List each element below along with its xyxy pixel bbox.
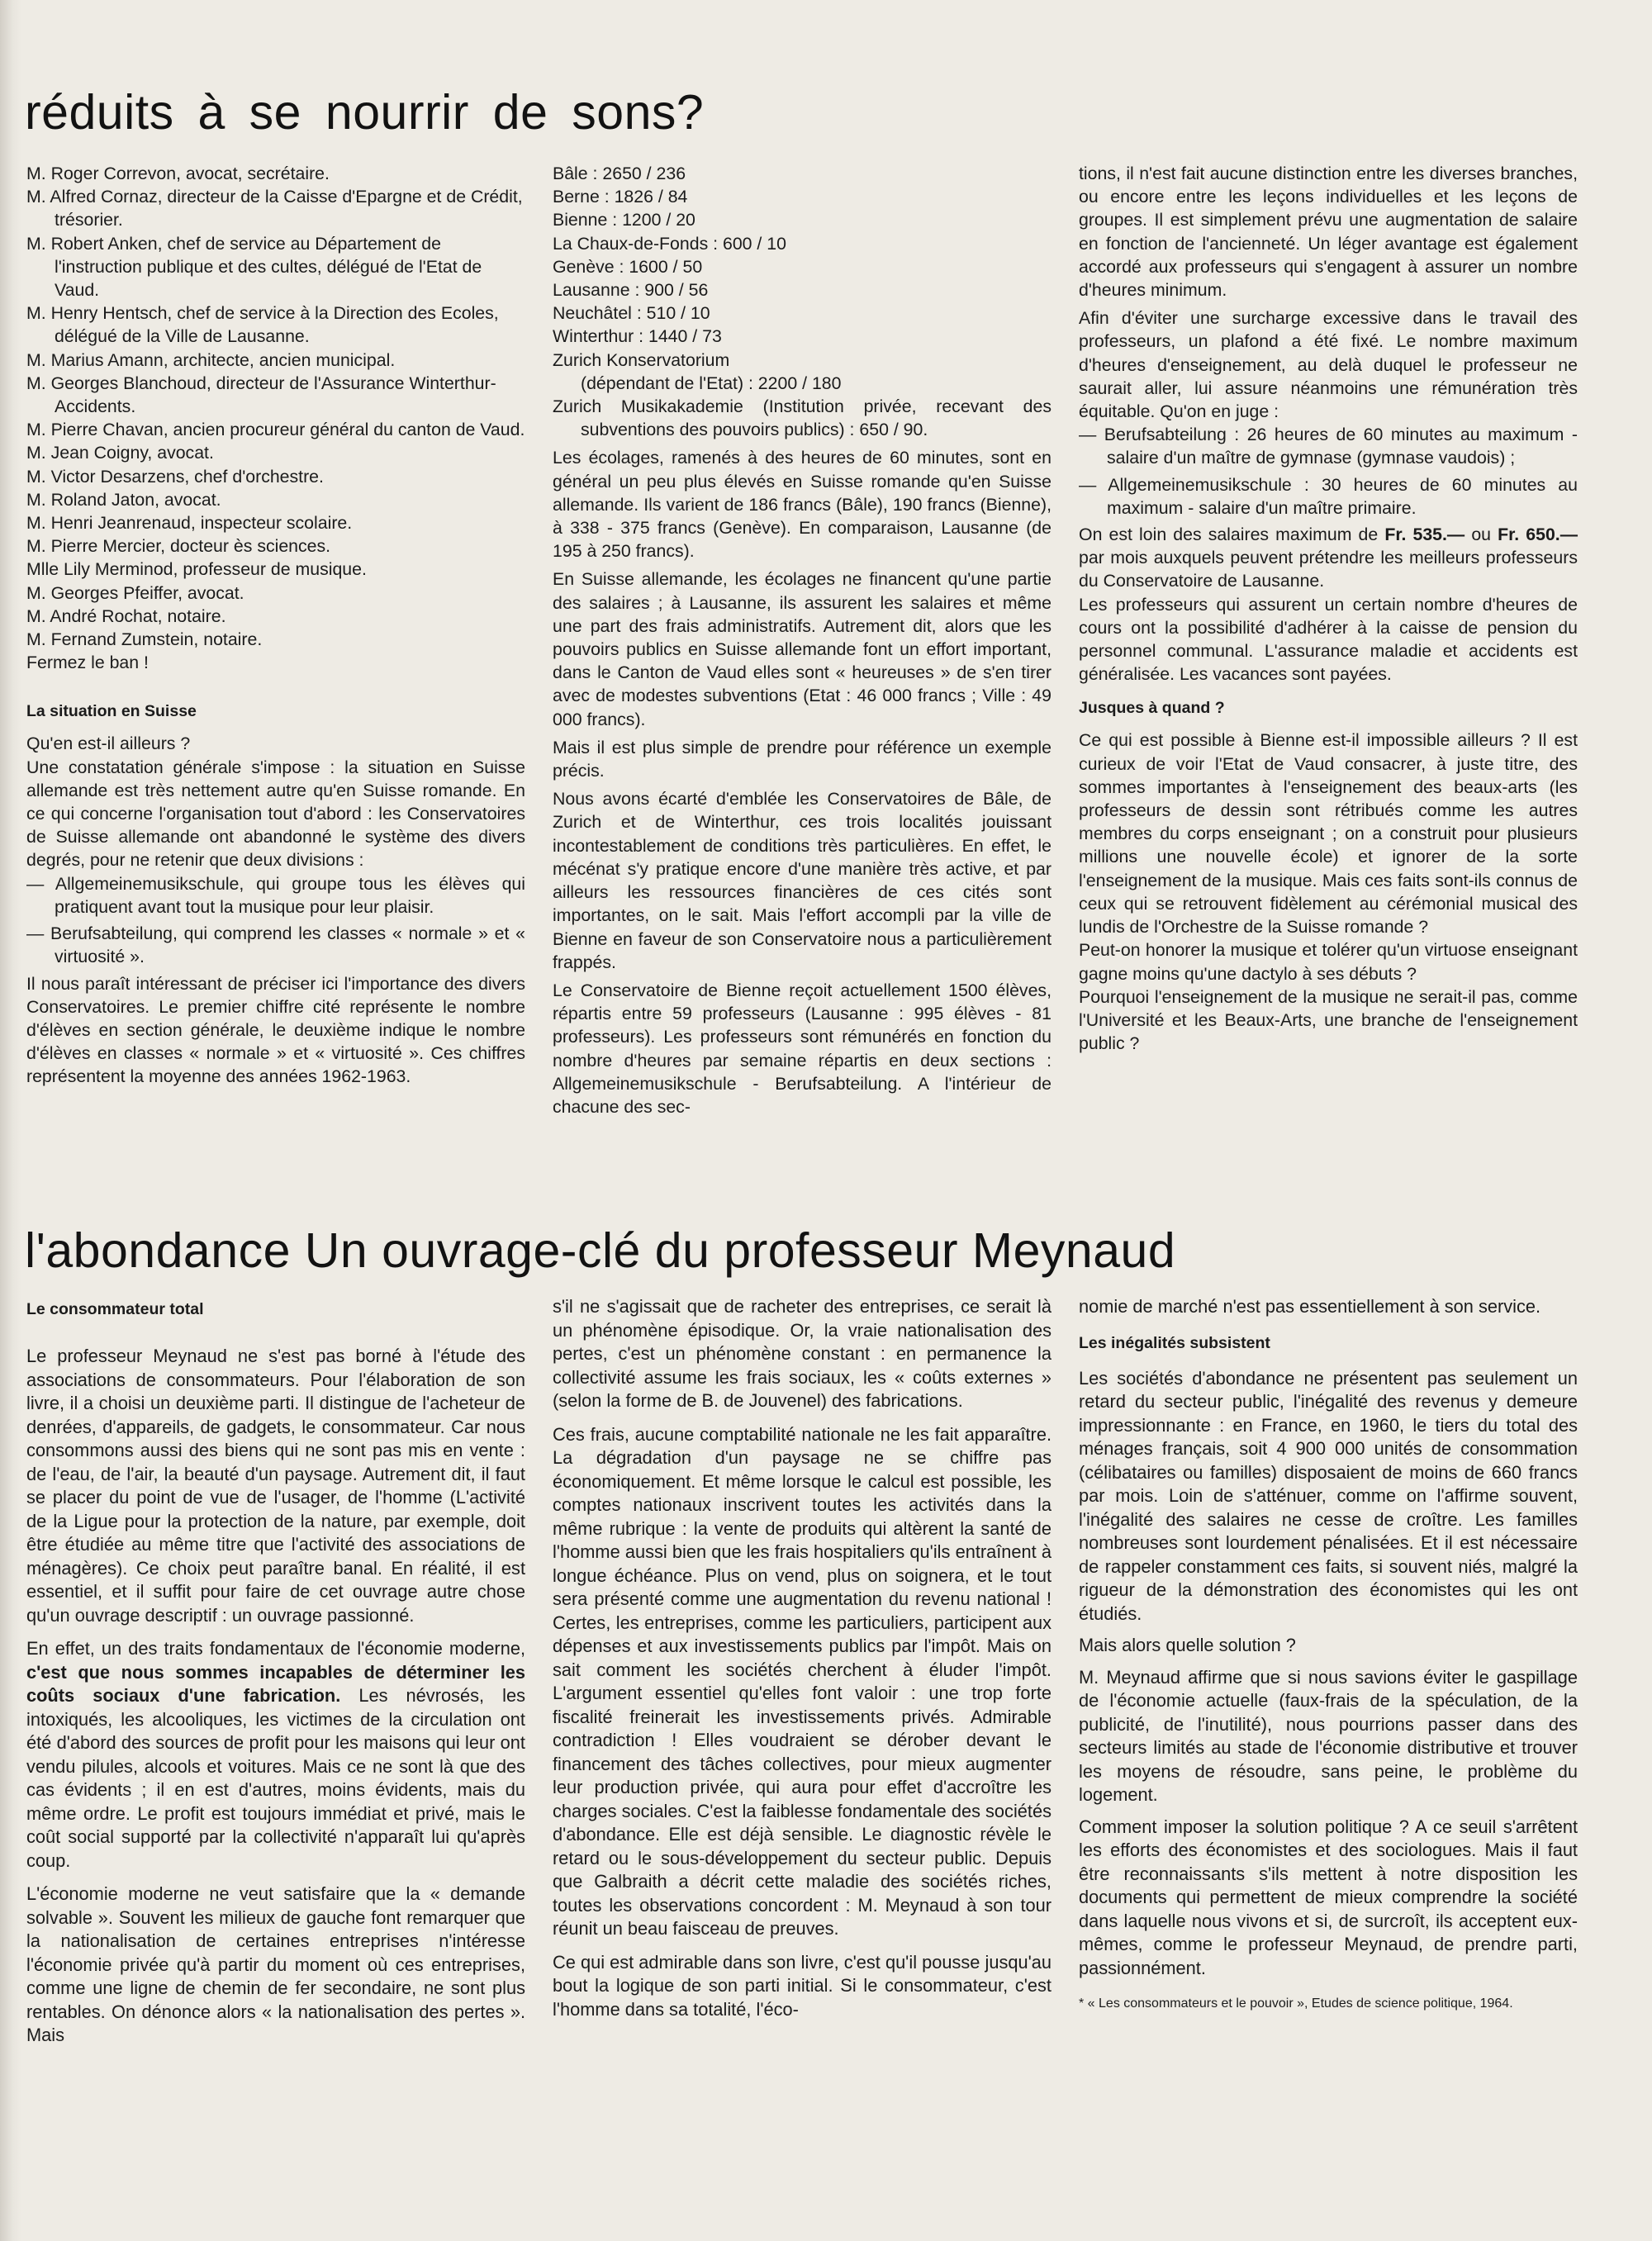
member-line: M. Victor Desarzens, chef d'orchestre. [26, 466, 324, 487]
paragraph: Les écolages, ramenés à des heures de 60 minutes, sont en général un peu plus élevés en Suisse romande qu'en Suisse allemande. Ils varient de 186 francs (Bâle), 190 francs (Bienne), à 338 - 375 francs (Genève). En comparaison, Lausanne (de 195 à 250 francs). [553, 448, 1051, 562]
member-line: M. Henry Hentsch, chef de service à la Direction des Ecoles, délégué de la Ville de Lausanne. [26, 303, 499, 347]
bottom-column-1 [26, 1295, 525, 2053]
stat-line: Zurich Konservatorium [553, 349, 730, 370]
paragraph: Ces frais, aucune comptabilité nationale ne les fait apparaître. La dégradation d'un paysage ne se chiffre pas économiquement. Et même lorsque le calcul est possible, les comptes nationaux inscrivent toutes les activités dans la même rubrique : la vente de produits qui altèrent la santé de l'homme aussi bien que les frais hospitaliers qu'ils entraînent à longue échéance. Plus on vend, plus on soignera, et le tout sera présenté comme une augmentation du revenu national ! Certes, les entreprises, comme les particuliers, participent aux dépenses et aux investissements publics par l'impôt. Mais on sait comment les sociétés cherchent à éluder l'impôt. L'argument essentiel qu'elles font valoir : une trop forte fiscalité freinerait les investissements privés. Admirable contradiction ! Elles voudraient se dérober devant le financement des tâches collectives, pour mieux augmenter leur production privée, qui aura pour effet d'accroître les charges sociales. C'est la faiblesse fondamentale des sociétés d'abondance. Elle est déjà sensible. Le diagnostic révèle le retard ou le sous-développement du secteur public. Depuis que Galbraith a décrit cette maladie des sociétés riches, toutes les observations concordent : M. Meynaud à son tour réunit un beau faisceau de preuves. [553, 1423, 1051, 1939]
member-line: Mlle Lily Merminod, professeur de musique. [26, 559, 367, 580]
member-line: M. Pierre Mercier, docteur ès sciences. [26, 536, 331, 557]
top-column-3 [1079, 162, 1578, 1060]
paragraph: s'il ne s'agissait que de racheter des entreprises, ce serait là un phénomène épisodique. Or, la vraie nationalisation des pertes, c'est un phénomène constant : en permanence la collectivité assume les frais sociaux, les « coûts externes » (selon la forme de B. de Jouvenel) des fabrications. [553, 1296, 1051, 1411]
stat-line: Winterthur : 1440 / 73 [553, 326, 722, 347]
stat-line: (dépendant de l'Etat) : 2200 / 180 [581, 373, 842, 393]
bottom-article-headline: l'abondance Un ouvrage-clé du professeur Meynaud [25, 1223, 1176, 1278]
list-item: — Berufsabteilung : 26 heures de 60 minutes au maximum - salaire d'un maître de gymnase (gymnase vaudois) ; [1079, 425, 1578, 468]
paragraph: Comment imposer la solution politique ? A ce seuil s'arrêtent les efforts des économistes et des sociologues. Mais il faut être reconnaissants s'ils mettent à notre disposition les documents qui permettent de mieux comprendre la société dans laquelle nous vivons et si, de surcroît, ils acceptent eux-mêmes, comme le professeur Meynaud, de prendre parti, passionnément. [1079, 1816, 1578, 1978]
paragraph: nomie de marché n'est pas essentiellement à son service. [1079, 1296, 1541, 1317]
paragraph: Il nous paraît intéressant de préciser ici l'importance des divers Conservatoires. Le premier chiffre cité représente le nombre d'élèves en section générale, le deuxième indique le nombre d'élèves en classes « normale » et « virtuosité ». Ces chiffres représentent la moyenne des années 1962-1963. [26, 973, 525, 1087]
bottom-column-3 [1079, 1295, 1578, 2017]
section-heading: La situation en Suisse [26, 702, 197, 721]
section-heading: Le consommateur total [26, 1300, 204, 1318]
stat-line: Lausanne : 900 / 56 [553, 280, 709, 301]
member-line: M. Pierre Chavan, ancien procureur général du canton de Vaud. [26, 420, 525, 440]
paragraph: tions, il n'est fait aucune distinction entre les diverses branches, ou encore entre les leçons individuelles et les leçons de groupes. Il est simplement prévu une augmentation de salaire en fonction de l'ancienneté. Un léger avantage est également accordé aux professeurs qui s'engagent à assurer un nombre d'heures minimum. [1079, 164, 1578, 301]
section-heading: Les inégalités subsistent [1079, 1333, 1270, 1352]
paragraph: Ce qui est admirable dans son livre, c'est qu'il pousse jusqu'au bout la logique de son parti initial. Si le consommateur, c'est l'homme dans sa totalité, l'éco- [553, 1951, 1051, 2020]
paragraph: Qu'en est-il ailleurs ? [26, 734, 191, 754]
top-article-headline: réduits à se nourrir de sons? [25, 85, 705, 140]
stat-line: Genève : 1600 / 50 [553, 256, 703, 277]
paragraph: Pourquoi l'enseignement de la musique ne serait-il pas, comme l'Université et les Beaux-Arts, une branche de l'enseignement public ? [1079, 986, 1578, 1054]
paragraph: Peut-on honorer la musique et tolérer qu'un virtuose enseignant gagne moins qu'une dactylo à ses débuts ? [1079, 940, 1578, 984]
paragraph: Mais alors quelle solution ? [1079, 1635, 1296, 1655]
paragraph: Ce qui est possible à Bienne est-il impossible ailleurs ? Il est curieux de voir l'Etat de Vaud consacrer, à juste titre, des sommes importantes à l'enseignement des beaux-arts (les professeurs de dessin sont rétribués comme les autres membres du corps enseignant ; on a construit pour plusieurs millions une nouvelle école) et ignorer de la sorte l'enseignement de la musique. Mais ces faits sont-ils connus de ceux qui se retrouvent fidèlement au cérémonial musical des lundis de l'Orchestre de la Suisse romande ? [1079, 730, 1578, 938]
member-line: M. Fernand Zumstein, notaire. [26, 629, 263, 650]
paragraph: Les sociétés d'abondance ne présentent pas seulement un retard du secteur public, l'inégalité des revenus y demeure impressionnante : en France, en 1960, le tiers du total des ménages français, soit 4 900 000 unités de consommation (célibataires ou familles) disposaient de moins de 660 francs par mois. Loin de s'atténuer, comme on l'affirme souvent, l'inégalité des salaires ne cesse de croître. Les familles nombreuses sont lourdement pénalisées. Et il est nécessaire de rappeler constamment ces faits, si souvent niés, malgré la rigueur de la démonstration des économistes qui les ont étudiés. [1079, 1367, 1578, 1624]
paragraph: Le Conservatoire de Bienne reçoit actuellement 1500 élèves, répartis entre 59 professeurs (Lausanne : 995 élèves - 81 professeurs). Les professeurs sont rémunérés en fonction du nombre d'heures par semaine répartis en deux sections : Allgemeinemusikschule - Berufsabteilung. A l'intérieur de chacune des sec- [553, 980, 1051, 1117]
member-line: M. Robert Anken, chef de service au Département de l'instruction publique et des cultes, délégué de l'Etat de Vaud. [26, 233, 482, 301]
member-line: M. Henri Jeanrenaud, inspecteur scolaire. [26, 513, 353, 534]
member-line: M. Georges Pfeiffer, avocat. [26, 582, 244, 603]
member-line: M. Jean Coigny, avocat. [26, 443, 214, 463]
paragraph: On est loin des salaires maximum de Fr. 535.— ou Fr. 650.— par mois auxquels peuvent prétendre les meilleurs professeurs du Conservatoire de Lausanne. [1079, 525, 1578, 591]
paragraph: Afin d'éviter une surcharge excessive dans le travail des professeurs, un plafond a été fixé. Le nombre maximum d'heures d'enseignement, au delà duquel le professeur ne saurait aller, lui assure néanmoins une rémunération très équitable. Qu'on en juge : [1079, 308, 1578, 422]
page-spine-shadow [0, 0, 21, 2241]
member-line: M. Alfred Cornaz, directeur de la Caisse d'Epargne et de Crédit, trésorier. [26, 187, 523, 230]
paragraph: En Suisse allemande, les écolages ne financent qu'une partie des salaires ; à Lausanne, ils assurent les salaires et même une part des frais administratifs. Autrement dit, alors que les pouvoirs publics en Suisse allemande font un effort important, dans le Canton de Vaud elles sont « heureuses » de s'en tirer avec de modestes subventions (Etat : 46 000 francs ; Ville : 49 000 francs). [553, 569, 1051, 729]
member-line: M. Roger Correvon, avocat, secrétaire. [26, 164, 330, 183]
stat-line: La Chaux-de-Fonds : 600 / 10 [553, 233, 786, 254]
footnote: * « Les consommateurs et le pouvoir », Etudes de science politique, 1964. [1079, 1996, 1513, 2011]
paragraph: Les professeurs qui assurent un certain nombre d'heures de cours ont la possibilité d'adhérer à la caisse de pension du personnel communal. L'assurance maladie et accidents est généralisée. Les vacances sont payées. [1079, 594, 1578, 685]
stat-line: Berne : 1826 / 84 [553, 187, 688, 207]
top-column-1 [26, 162, 525, 1094]
top-column-2 [553, 162, 1051, 1123]
stat-line: Neuchâtel : 510 / 10 [553, 303, 710, 324]
paragraph: Le professeur Meynaud ne s'est pas borné à l'étude des associations de consommateurs. Pour l'élaboration de son livre, il a choisi un deuxième parti. Il distingue de l'acheteur de denrées, d'appareils, de gadgets, le consommateur. Car nous consommons aussi des biens qui ne sont pas mis en vente : de l'eau, de l'air, la beauté d'un paysage. Autrement dit, il faut se placer du point de vue de l'usager, de l'homme (L'activité de la Ligue pour la protection de la nature, par exemple, doit être étudiée au même titre que l'activité des associations de ménagères). Ce choix peut paraître banal. En réalité, il est essentiel, et il suffit pour faire de cet ouvrage autre chose qu'un ouvrage descriptif : un ouvrage passionné. [26, 1346, 525, 1626]
paragraph: L'économie moderne ne veut satisfaire que la « demande solvable ». Souvent les milieux de gauche font remarquer que la nationalisation de certaines entreprises n'intéresse l'économie privée qu'à partir du moment où ces entreprises, comme une ligne de chemin de fer secondaire, ne sont plus rentables. On dénonce alors « la nationalisation des pertes ». Mais [26, 1883, 525, 2045]
paragraph: M. Meynaud affirme que si nous savions éviter le gaspillage de l'économie actuelle (faux-frais de la spéculation, de la publicité, de l'inutilité), nous pourrions passer dans des secteurs limités au stade de l'économie distributive et trouver les moyens de résoudre, sans peine, le problème du logement. [1079, 1666, 1578, 1805]
list-item: — Allgemeinemusikschule : 30 heures de 60 minutes au maximum - salaire d'un maître primaire. [1079, 474, 1578, 518]
paragraph: Mais il est plus simple de prendre pour référence un exemple précis. [553, 737, 1051, 781]
member-line: M. André Rochat, notaire. [26, 605, 226, 626]
paragraph: Nous avons écarté d'emblée les Conservatoires de Bâle, de Zurich et de Winterthur, ces trois localités jouissant incontestablement de conditions très particulières. En effet, le mécénat s'y pratique encore d'une manière très active, et par ailleurs les ressources financières de ces cités sont importantes, on le sait. Mais l'effort accompli par la ville de Bienne en faveur de son Conservatoire nous a particulièrement frappés. [553, 789, 1051, 972]
bottom-column-2 [553, 1295, 1051, 2026]
paragraph: Une constatation générale s'impose : la situation en Suisse allemande est très nettement autre qu'en Suisse romande. En ce qui concerne l'organisation tout d'abord : les Conservatoires de Suisse allemande ont abandonné le système des divers degrés, pour ne retenir que deux divisions : [26, 757, 525, 871]
stat-line: Bienne : 1200 / 20 [553, 210, 695, 230]
member-line: M. Georges Blanchoud, directeur de l'Assurance Winterthur-Accidents. [26, 373, 496, 417]
paragraph: En effet, un des traits fondamentaux de l'économie moderne, c'est que nous sommes incapables de déterminer les coûts sociaux d'une fabrication. Les névrosés, les intoxiqués, les alcooliques, les victimes de la circulation ont été d'abord des sources de profit pour les maisons qui leur ont vendu pilules, alcools et voitures. Mais ce ne sont là que des cas évidents ; il en est d'autres, moins évidents, mais du même ordre. Le profit est toujours immédiat et privé, mais le coût social supporté par la collectivité n'apparaît lui qu'après coup. [26, 1638, 525, 1871]
list-item: — Allgemeinemusikschule, qui groupe tous les élèves qui pratiquent avant tout la musique pour leur plaisir. [26, 873, 525, 917]
list-item: — Berufsabteilung, qui comprend les classes « normale » et « virtuosité ». [26, 923, 525, 967]
member-line: Fermez le ban ! [26, 653, 149, 673]
stat-line: Zurich Musikakademie (Institution privée, recevant des subventions des pouvoirs publics) : 650 / 90. [553, 396, 1051, 440]
member-line: M. Roland Jaton, avocat. [26, 489, 221, 510]
member-line: M. Marius Amann, architecte, ancien municipal. [26, 349, 396, 370]
section-heading: Jusques à quand ? [1079, 699, 1225, 718]
stat-line: Bâle : 2650 / 236 [553, 164, 686, 183]
